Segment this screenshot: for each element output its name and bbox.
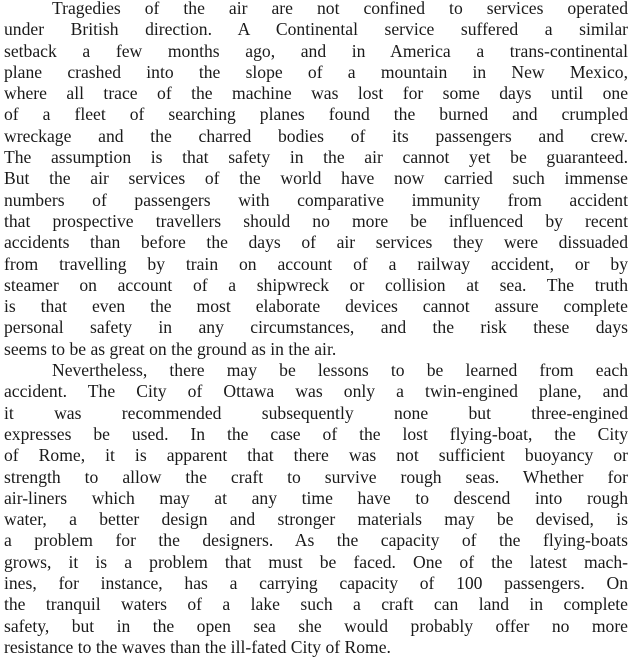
- text-line: strength to allow the craft to survive rough seas. Whether for: [4, 466, 628, 487]
- text-line: that prospective travellers should no more be influenced by recent: [4, 210, 628, 231]
- text-line: Nevertheless, there may be lessons to be learned from each: [52, 360, 628, 381]
- text-line: accident. The City of Ottawa was only a twin-engined plane, and: [4, 381, 628, 402]
- text-line: grows, it is a problem that must be faced. One of the latest mach-: [4, 551, 628, 572]
- text-line: ines, for instance, has a carrying capacity of 100 passengers. On: [4, 573, 628, 594]
- article-column: [4, 0, 628, 658]
- text-line: accidents than before the days of air services they were dissuaded: [4, 232, 628, 253]
- text-line: of Rome, it is apparent that there was not sufficient buoyancy or: [4, 445, 628, 466]
- text-line: air-liners which may at any time have to descend into rough: [4, 487, 628, 508]
- text-line: is that even the most elaborate devices cannot assure complete: [4, 296, 628, 317]
- text-line: a problem for the designers. As the capacity of the flying-boats: [4, 530, 628, 551]
- text-line: But the air services of the world have now carried such immense: [4, 168, 628, 189]
- article-paragraph-1: [4, 0, 628, 360]
- text-line: from travelling by train on account of a railway accident, or by: [4, 253, 628, 274]
- text-line: numbers of passengers with comparative immunity from accident: [4, 189, 628, 210]
- text-line: The assumption is that safety in the air cannot yet be guaranteed.: [4, 147, 628, 168]
- text-line: under British direction. A Continental service suffered a similar: [4, 19, 628, 40]
- text-line: expresses be used. In the case of the lost flying-boat, the City: [4, 423, 628, 444]
- text-line: seems to be as great on the ground as in the air.: [4, 338, 337, 359]
- text-line: safety, but in the open sea she would probably offer no more: [4, 615, 628, 636]
- text-line: of a fleet of searching planes found the burned and crumpled: [4, 104, 628, 125]
- text-line: setback a few months ago, and in America a trans-continental: [4, 40, 628, 61]
- article-paragraph-2: [4, 360, 628, 658]
- text-line: the tranquil waters of a lake such a craft can land in complete: [4, 594, 628, 615]
- text-line: it was recommended subsequently none but three-engined: [4, 402, 628, 423]
- text-line: where all trace of the machine was lost for some days until one: [4, 83, 628, 104]
- text-line: resistance to the waves than the ill-fated City of Rome.: [4, 636, 391, 657]
- text-line: water, a better design and stronger materials may be devised, is: [4, 509, 628, 530]
- text-line: steamer on account of a shipwreck or collision at sea. The truth: [4, 274, 628, 295]
- text-line: personal safety in any circumstances, and the risk these days: [4, 317, 628, 338]
- text-line: plane crashed into the slope of a mountain in New Mexico,: [4, 61, 628, 82]
- text-line: Tragedies of the air are not confined to services operated: [52, 0, 628, 18]
- text-line: wreckage and the charred bodies of its passengers and crew.: [4, 125, 628, 146]
